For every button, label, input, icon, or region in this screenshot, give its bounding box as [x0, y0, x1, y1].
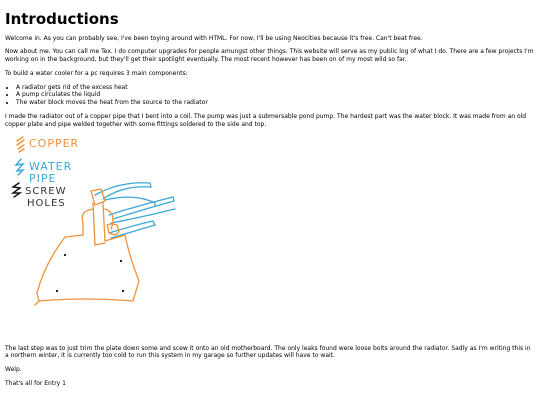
welp-paragraph: Welp. [5, 366, 22, 374]
water-legend-icon [16, 159, 23, 175]
about-paragraph: Now about me. You can call me Tex. I do computer upgrades for people amungst other things. This website will serve as my public log of what I do. There are a few projects I'm working on in the background, but they'll get their spotlight eventually. The most recent however has been on of my most wild so far. [5, 48, 534, 64]
svg-text:PIPE: PIPE [29, 171, 57, 185]
screw-holes-legend-label [25, 186, 66, 209]
list-item: • The water block moves the heat from the source to the radiator [16, 99, 534, 107]
components-intro: To build a water cooler for a pc requires 3 main components: [5, 69, 188, 77]
last-step-paragraph: The last step was to just trim the plate down some and scew it onto an old motherboard. The only leaks found were loose bolts around the radiator. Sadly as I'm writing this in a northern winter, it is currently too cold to run this system in my garage so further updates will have to wait. [5, 344, 531, 360]
screw-holes [56, 254, 124, 292]
svg-text:WATER: WATER [29, 159, 73, 173]
water-block-sketch [5, 133, 245, 333]
closing-paragraph: That's all for Entry 1 [5, 380, 66, 388]
copper-legend-label: COPPER [29, 136, 80, 150]
water-pipe-legend-label [29, 160, 72, 185]
list-item: • A pump circulates the liquid [16, 91, 534, 99]
build-paragraph: I made the radiator out of a copper pipe that I bent into a coil. The pump was just a submersable pond pump. The hardest part was the water block. It was made from an old copper plate and pipe welded together with some fittings soldered to the side and top. [5, 113, 527, 128]
svg-text:SCREW: SCREW [25, 185, 67, 197]
page-title: Introductions [5, 10, 119, 28]
screw-legend-icon [13, 183, 20, 197]
list-item: • A radiator gets rid of the excess heat [16, 84, 534, 92]
svg-text:HOLES: HOLES [27, 197, 66, 209]
components-list [5, 84, 534, 107]
copper-legend-icon [17, 137, 24, 152]
welcome-paragraph: Welcome in. As you can probably see, I've been toying around with HTML. For now, I'll be using Neocities because it's free. Can't beat free. [5, 34, 423, 42]
